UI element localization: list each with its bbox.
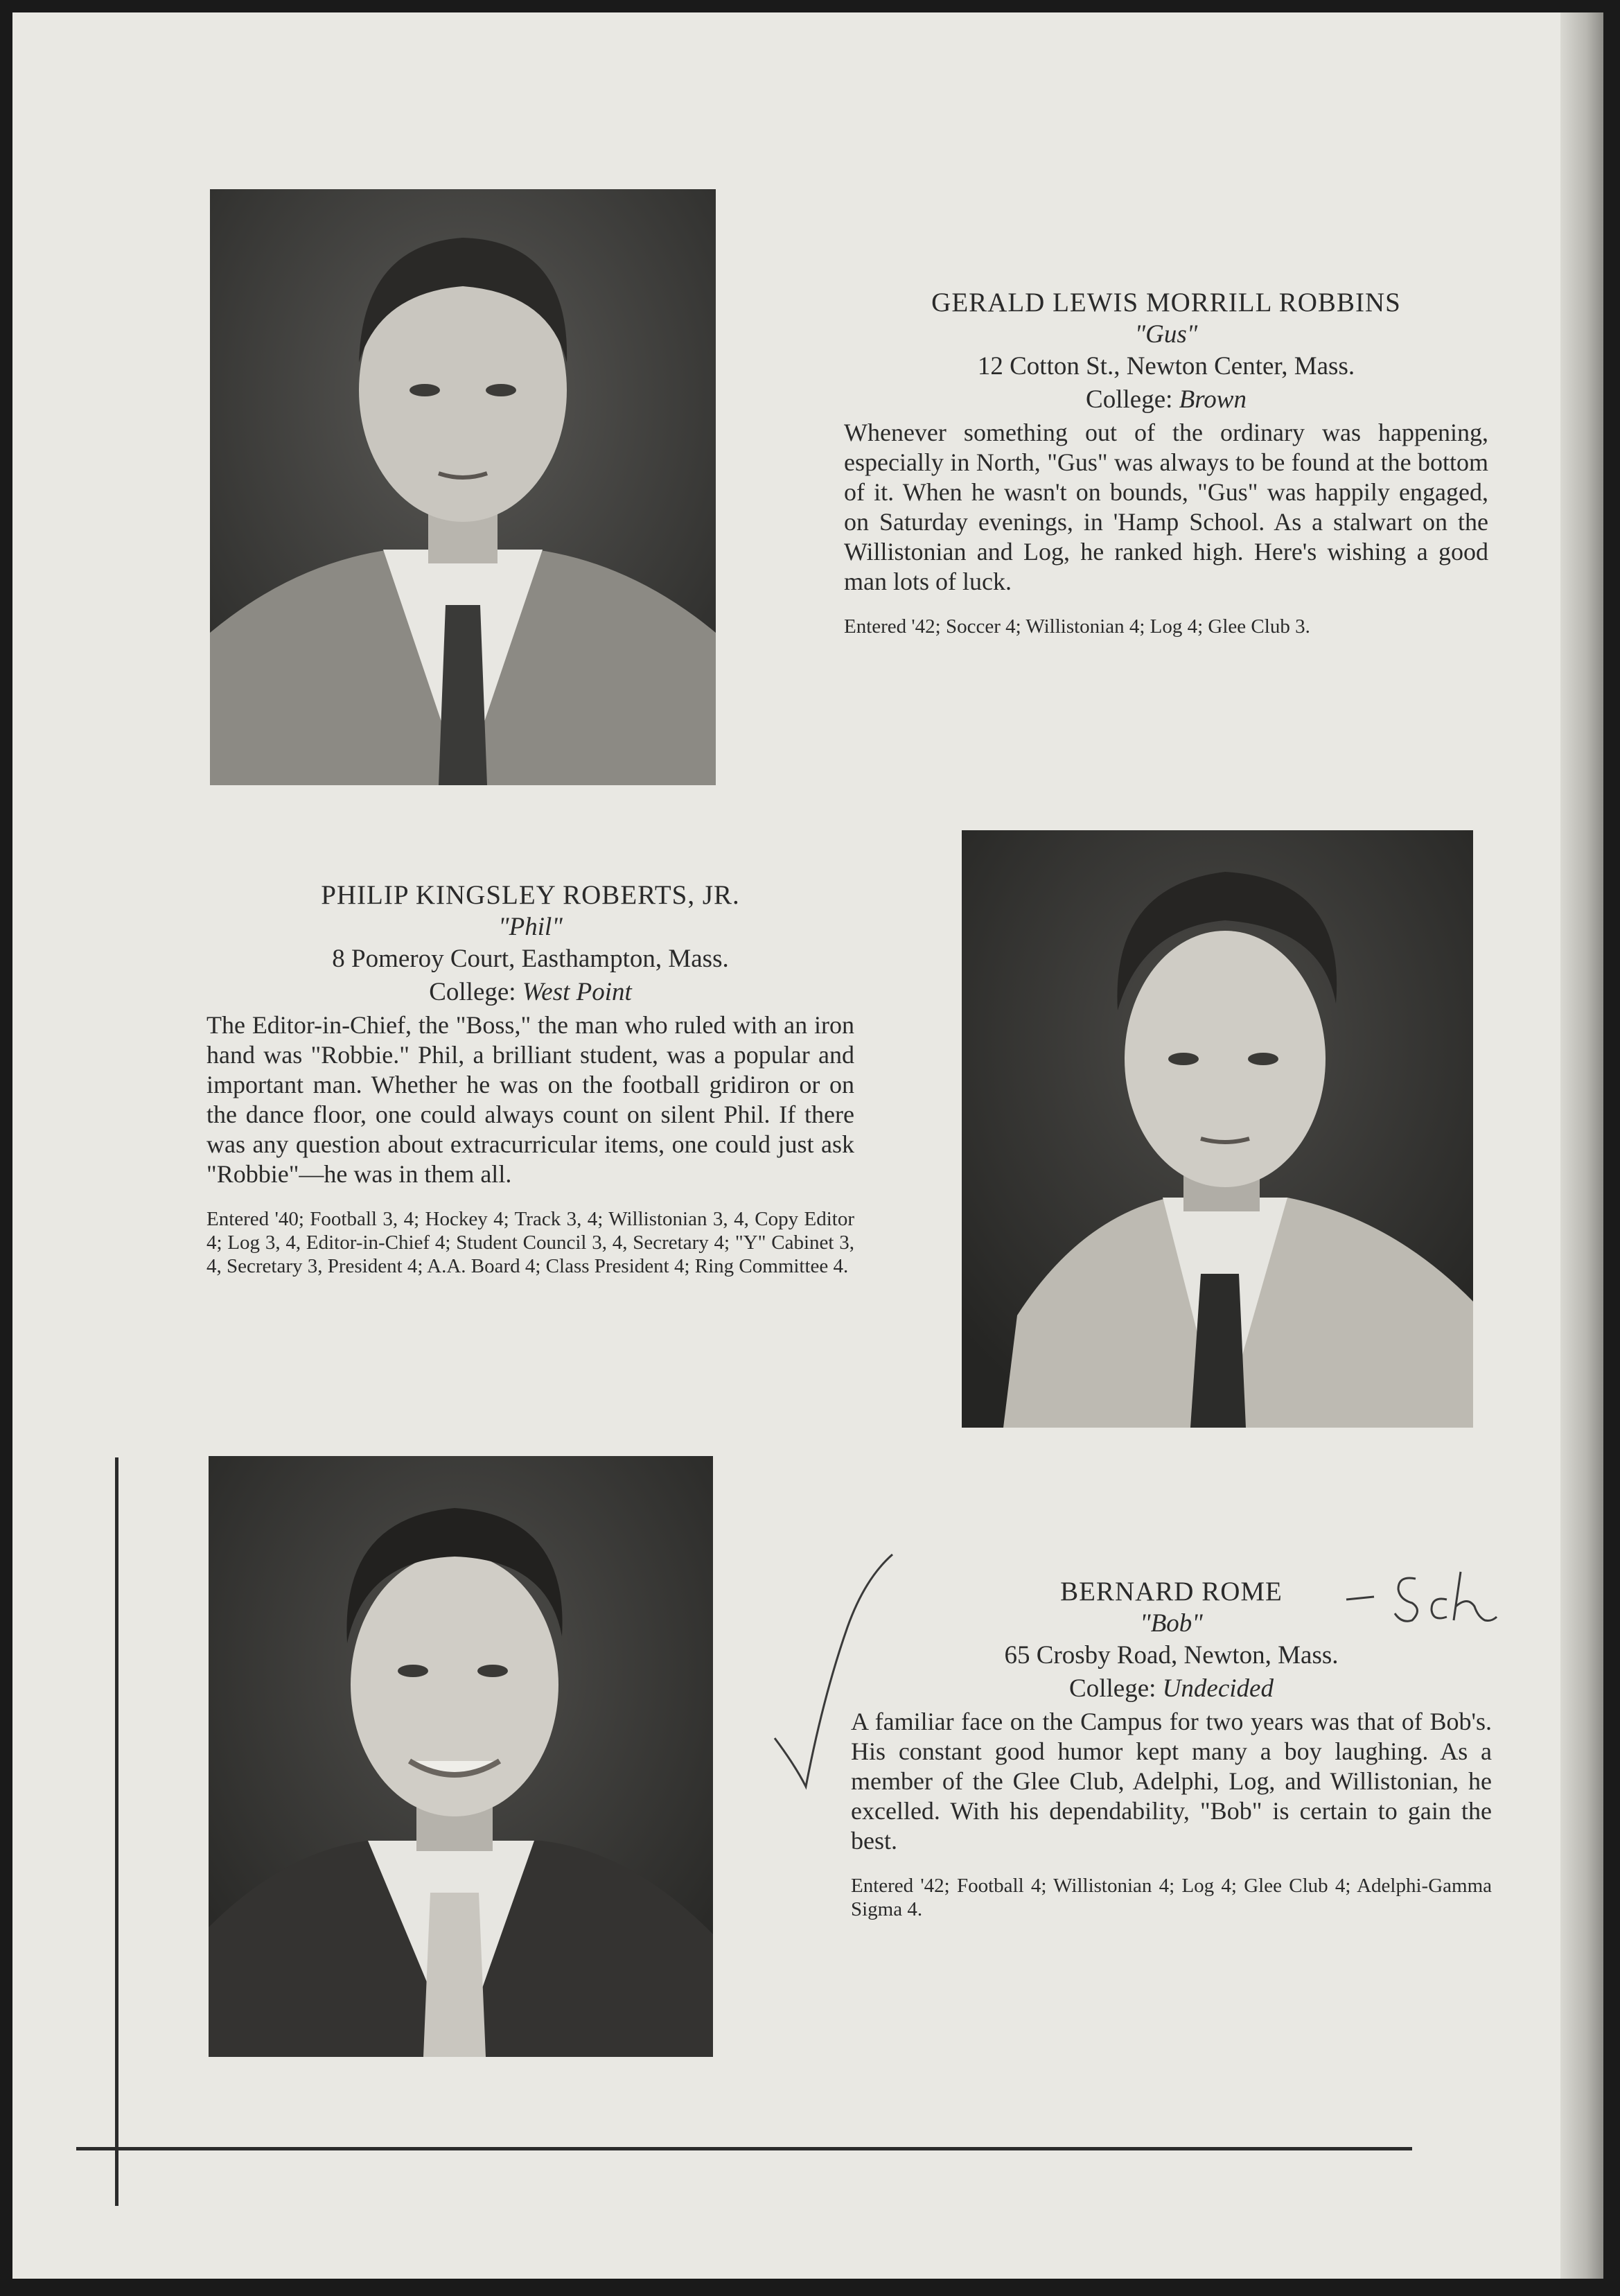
handwritten-note xyxy=(1343,1565,1502,1641)
student-nickname: "Gus" xyxy=(1134,320,1198,349)
student-bio-text: Whenever something out of the ordinary was happening, especially in North, "Gus" was always to be found at the bottom of it. When he wasn't on bounds, "Gus" was happily engaged, on Saturday evenings, in 'Hamp School. As a stalwart on the Willistonian and Log, he ranked high. Here's wishing a good man lots of luck. xyxy=(844,419,1488,595)
student-college xyxy=(844,383,1488,417)
student-bio-text: A familiar face on the Campus for two years was that of Bob's. His constant good humor kept many a boy laughing. As a member of the Glee Club, Adelphi, Log, and Willistonian, he excelled. With his dependability, "Bob" is certain to gain the best. xyxy=(851,1708,1492,1855)
college-value: Undecided xyxy=(1162,1674,1274,1703)
portrait-photo-robbins xyxy=(210,189,716,785)
student-nickname: "Bob" xyxy=(1140,1609,1203,1638)
student-activities: Entered '40; Football 3, 4; Hockey 4; Track 3, 4; Willistonian 3, 4, Copy Editor 4; Log 3, 4, Editor-in-Chief 4; Student Council 3, 4, Secretary 4; "Y" Cabinet 3, 4, Secretary 3, President 4; A.A. Board 4; Class President 4; Ring Committee 4. xyxy=(206,1208,854,1277)
student-name: PHILIP KINGSLEY ROBERTS, JR. xyxy=(321,880,740,910)
college-value: Brown xyxy=(1179,385,1247,414)
student-college xyxy=(851,1672,1492,1706)
college-label: College: xyxy=(1086,385,1173,414)
bio-robbins xyxy=(844,286,1488,638)
page-gutter xyxy=(1560,12,1603,2279)
student-bio-text: The Editor-in-Chief, the "Boss," the man who ruled with an iron hand was "Robbie." Phil, a brilliant student, was a popular and important man. Whether he was on the football gridiron or on the dance floor, one could always count on silent Phil. If there was any question about extracurricular items, one could just ask "Robbie"—he was in them all. xyxy=(206,1011,854,1188)
handwritten-checkmark xyxy=(768,1544,920,1807)
portrait-photo-rome xyxy=(209,1456,713,2057)
college-value: West Point xyxy=(522,978,632,1006)
student-name: BERNARD ROME xyxy=(1060,1577,1283,1606)
bio-roberts xyxy=(206,879,854,1278)
margin-rule-horizontal xyxy=(76,2147,1412,2150)
margin-rule-vertical xyxy=(115,1457,118,2206)
yearbook-page xyxy=(12,12,1603,2279)
student-name: GERALD LEWIS MORRILL ROBBINS xyxy=(931,288,1401,317)
student-nickname: "Phil" xyxy=(498,913,563,941)
college-label: College: xyxy=(1069,1674,1156,1703)
student-college xyxy=(206,976,854,1009)
portrait-photo-roberts xyxy=(962,830,1473,1428)
student-address: 8 Pomeroy Court, Easthampton, Mass. xyxy=(332,945,729,973)
college-label: College: xyxy=(429,978,516,1006)
student-activities: Entered '42; Football 4; Willistonian 4; Log 4; Glee Club 4; Adelphi-Gamma Sigma 4. xyxy=(851,1875,1492,1920)
student-activities: Entered '42; Soccer 4; Willistonian 4; Log 4; Glee Club 3. xyxy=(844,615,1310,638)
student-address: 65 Crosby Road, Newton, Mass. xyxy=(1004,1641,1339,1670)
student-address: 12 Cotton St., Newton Center, Mass. xyxy=(977,352,1355,380)
